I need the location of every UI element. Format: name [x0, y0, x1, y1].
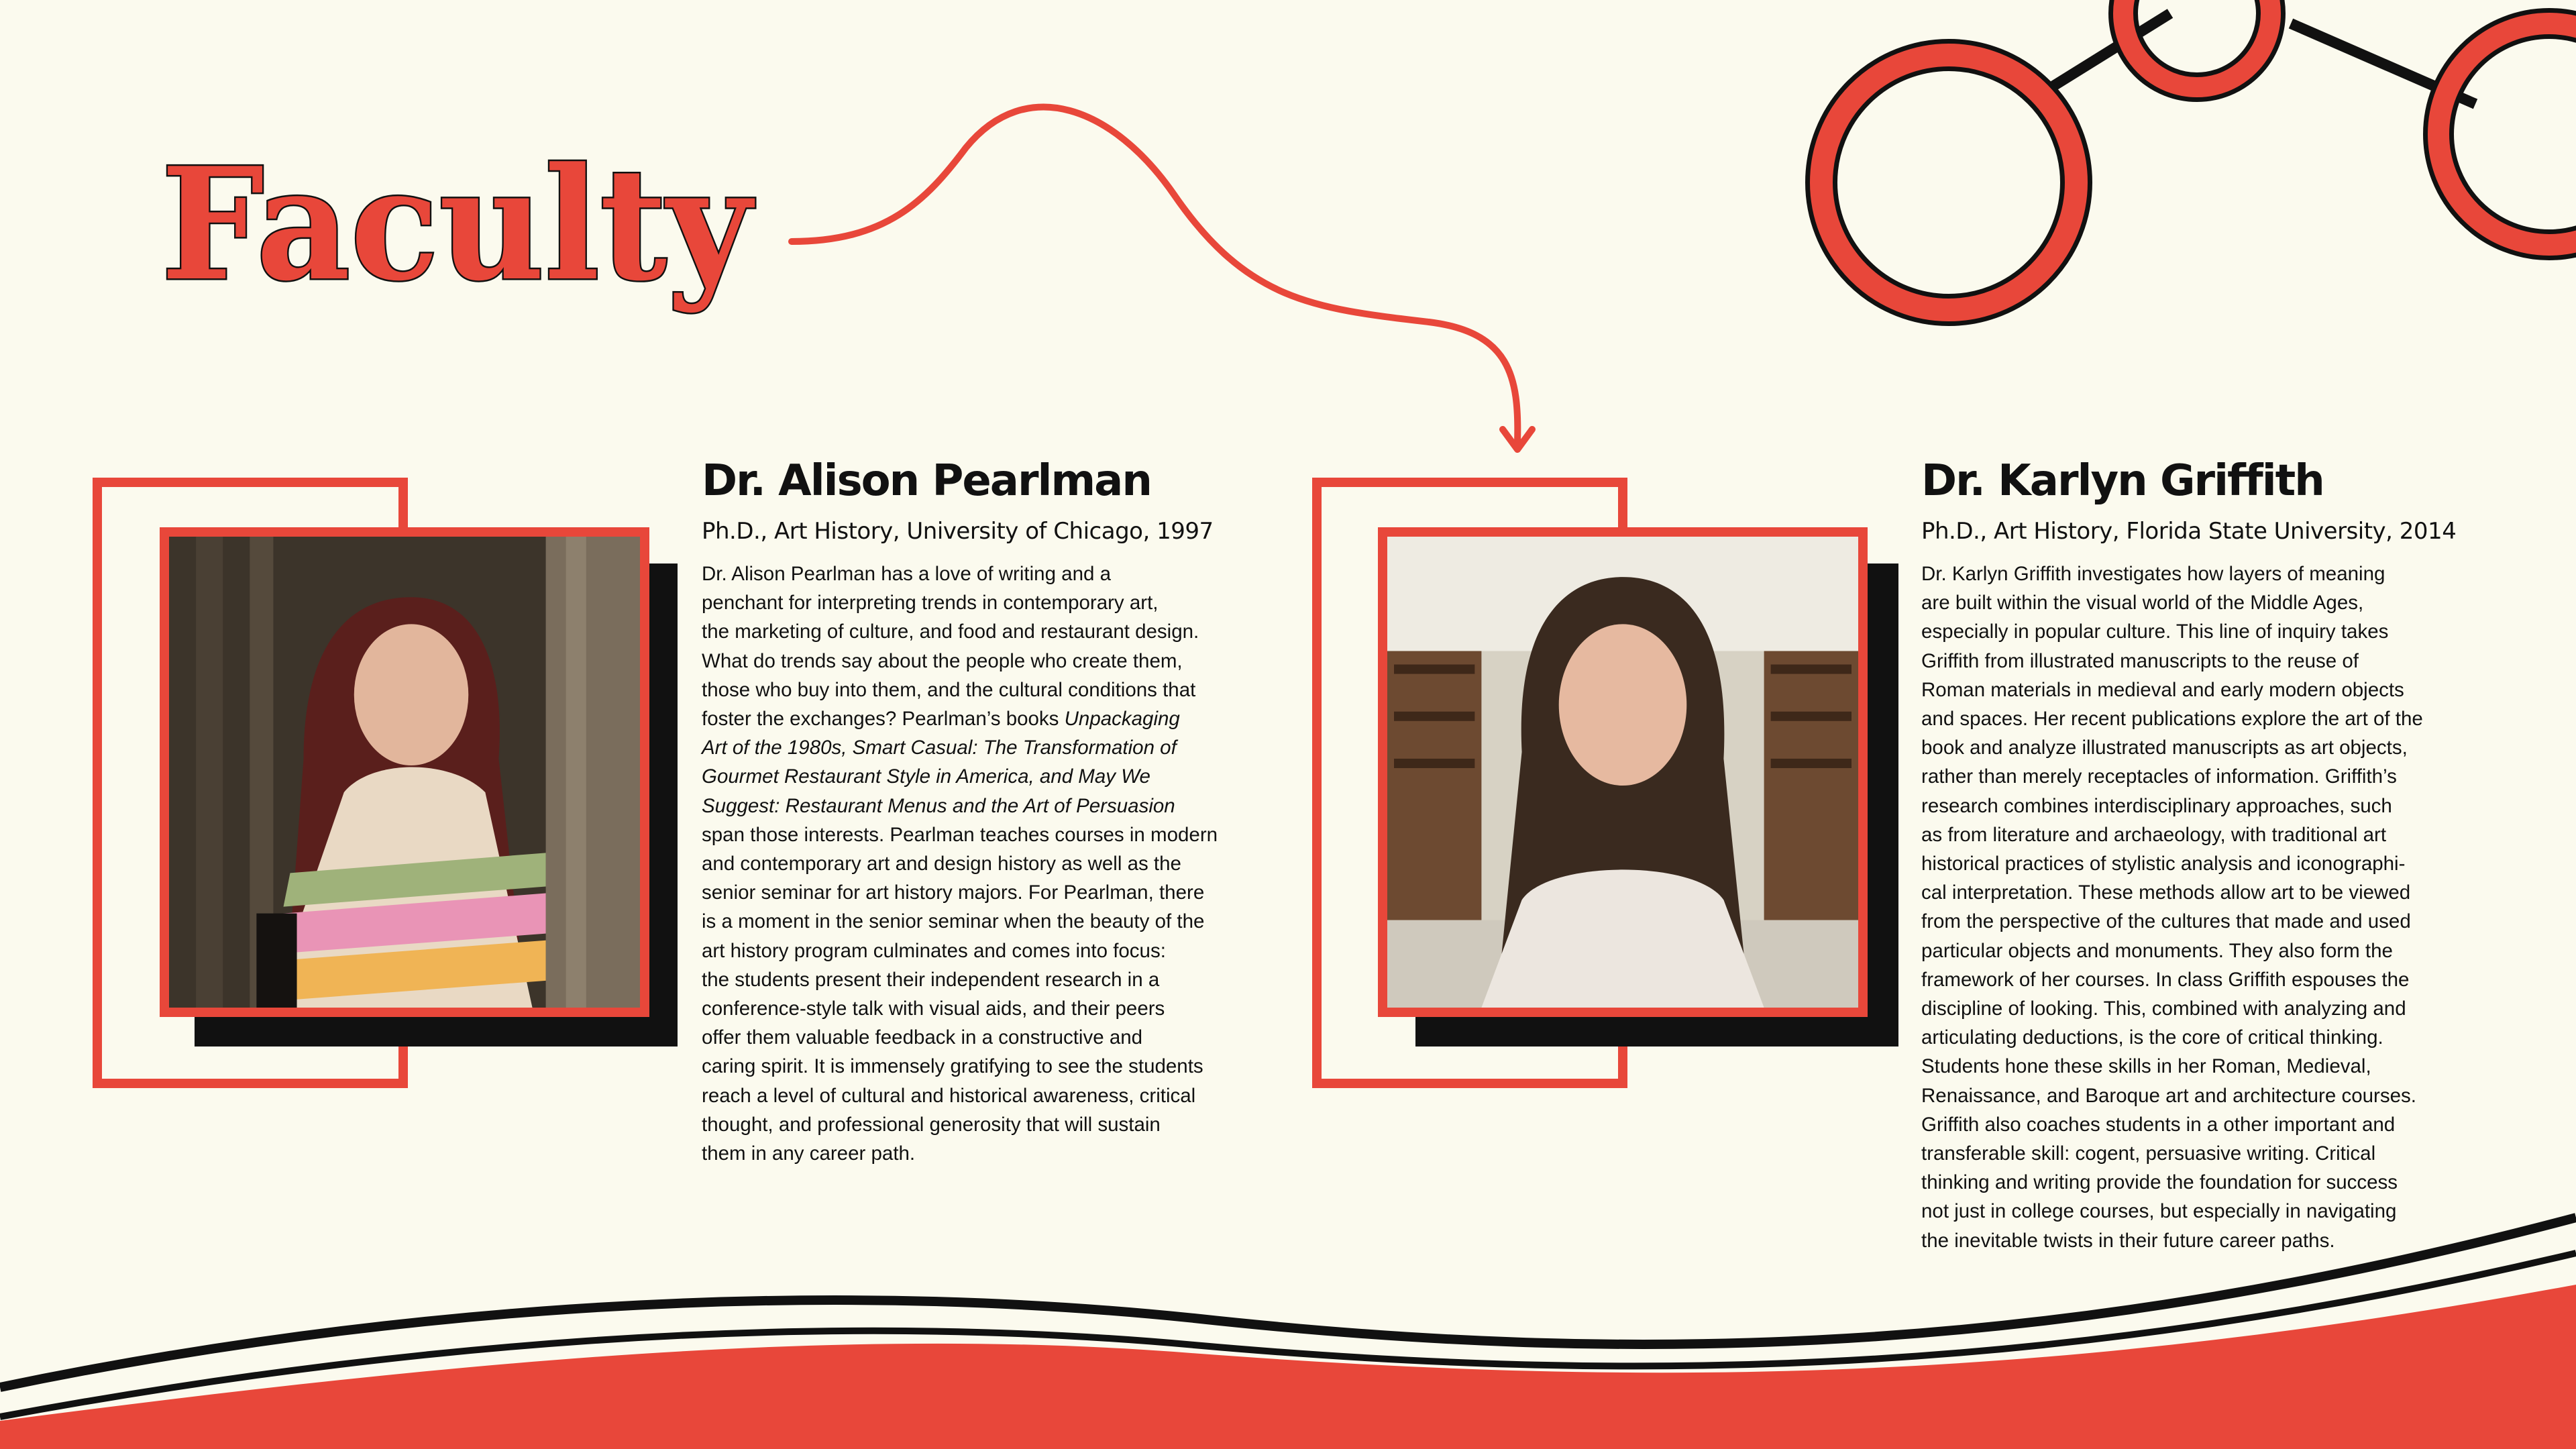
book-title: Unpackaging — [1064, 708, 1180, 731]
faculty-degree: Ph.D., Art History, Florida State University, 2014 — [1921, 518, 2457, 545]
page-title-text: Faculty — [161, 134, 755, 315]
faculty-photo-griffith — [1378, 527, 1868, 1017]
book-title: Gourmet Restaurant Style in America, and May We — [702, 765, 1150, 788]
faculty-name: Dr. Alison Pearlman — [702, 456, 1151, 506]
faculty-bio: Dr. Alison Pearlman has a love of writing and a penchant for interpreting trends in contemporary art, the marketing of culture, and food and restaurant design. What do trends say about the people who create them, those who buy into them, and the cultural conditions that foster the exchanges? Pearlman’s books Unpackaging Art of the 1980s, Smart Casual: The Transformation of Gourmet Restaurant Style in America, and May We Suggest: Restaurant Menus and the Art of Persuasion span those interests. Pearlman teaches courses in modern and contemporary art and design history as well as the senior seminar for art history majors. For Pearlman, there is a moment in the senior seminar when the beauty of the art history program culminates and comes into focus: the students present their independent research in a conference-style talk with visual aids, and their peers offer them valuable feedback in a constructive and caring spirit. It is immensely gratifying to see the students reach a level of cultural and historical awareness, critical thought, and professional generosity that will sustain them in any career path. — [702, 563, 1218, 1165]
faculty-photo-pearlman — [160, 527, 649, 1017]
faculty-card-griffith — [1921, 456, 2478, 1255]
page-title — [161, 134, 765, 325]
faculty-name: Dr. Karlyn Griffith — [1921, 456, 2324, 506]
book-title: Art of the 1980s, Smart Casual: The Transformation of — [702, 737, 1177, 759]
curvy-arrow — [792, 107, 1517, 443]
portrait-photo-icon — [169, 537, 640, 1008]
faculty-bio: Dr. Karlyn Griffith investigates how layers of meaning are built within the visual world of the Middle Ages, especially in popular culture. This line of inquiry takes Griffith from illustrated manuscripts to the reuse of Roman materials in medieval and early modern objects and spaces. Her recent publications explore the art of the book and analyze illustrated manuscripts as art objects, rather than merely receptacles of information. Griffith’s research combines interdisciplinary approaches, such as from literature and archaeology, with traditional art historical practices of stylistic analysis and iconographi- cal interpretation. These methods allow art to be viewed from the perspective of the cultures that made and used particular objects and monuments. They also form the framework of her courses. In class Griffith espouses the discipline of looking. This, combined with analyzing and articulating deductions, is the core of critical thinking. Students hone these skills in her Roman, Medieval, Renaissance, and Baroque art and architecture courses. Griffith also coaches students in a other important and transferable skill: cogent, persuasive writing. Critical thinking and writing provide the foundation for success not just in college courses, but especially in navigating the inevitable twists in their future career paths. — [1921, 563, 2423, 1252]
bottom-wave-red — [0, 1285, 2576, 1449]
portrait-photo-icon — [1387, 537, 1858, 1008]
faculty-degree: Ph.D., Art History, University of Chicago, 1997 — [702, 518, 1214, 545]
faculty-card-pearlman — [702, 456, 1252, 1168]
book-title: Suggest: Restaurant Menus and the Art of Persuasion — [702, 794, 1175, 817]
